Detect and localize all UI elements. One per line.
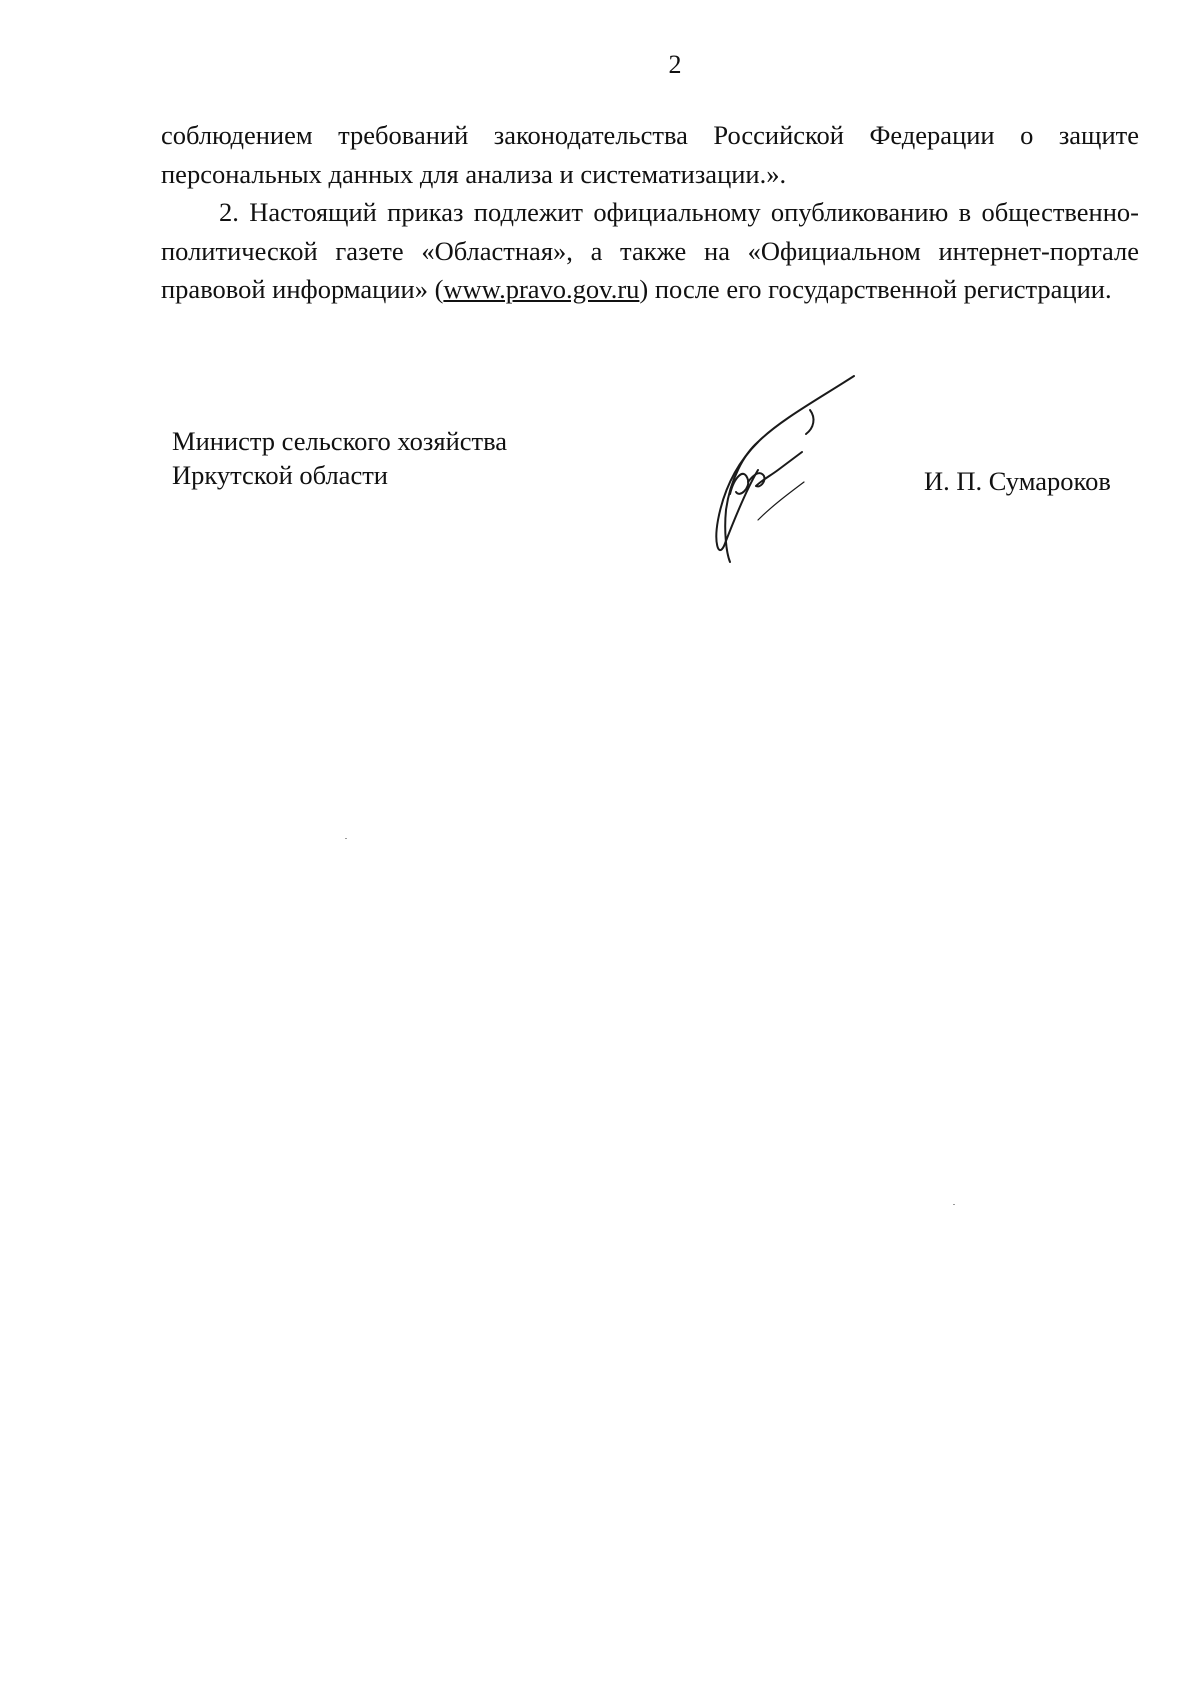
scan-speck bbox=[953, 1204, 955, 1205]
pravo-gov-link[interactable]: www.pravo.gov.ru bbox=[443, 274, 640, 304]
signatory-position bbox=[172, 424, 507, 492]
paragraph-publication-suffix: ) после его государственной регистрации. bbox=[639, 274, 1112, 304]
scan-speck bbox=[345, 838, 347, 839]
paragraph-publication-prefix: 2. Настоящий приказ подлежит официальному опубликованию в общественно-политической газете «Областная», а также на «Официальном интернет-портале правовой информации» ( bbox=[161, 197, 1139, 304]
signatory-name: И. П. Сумароков bbox=[924, 466, 1111, 496]
signatory-position-line-1: Министр сельского хозяйства bbox=[172, 426, 508, 456]
handwritten-signature bbox=[660, 370, 860, 590]
document-body bbox=[161, 116, 1139, 309]
page-number: 2 bbox=[668, 50, 682, 79]
paragraph-continuation: соблюдением требований законодательства Российской Федерации о защите персональных данных для анализа и систематизации.». bbox=[161, 120, 1139, 189]
signatory-position-line-2: Иркутской области bbox=[172, 460, 388, 490]
paragraph-publication-order bbox=[161, 193, 1139, 309]
